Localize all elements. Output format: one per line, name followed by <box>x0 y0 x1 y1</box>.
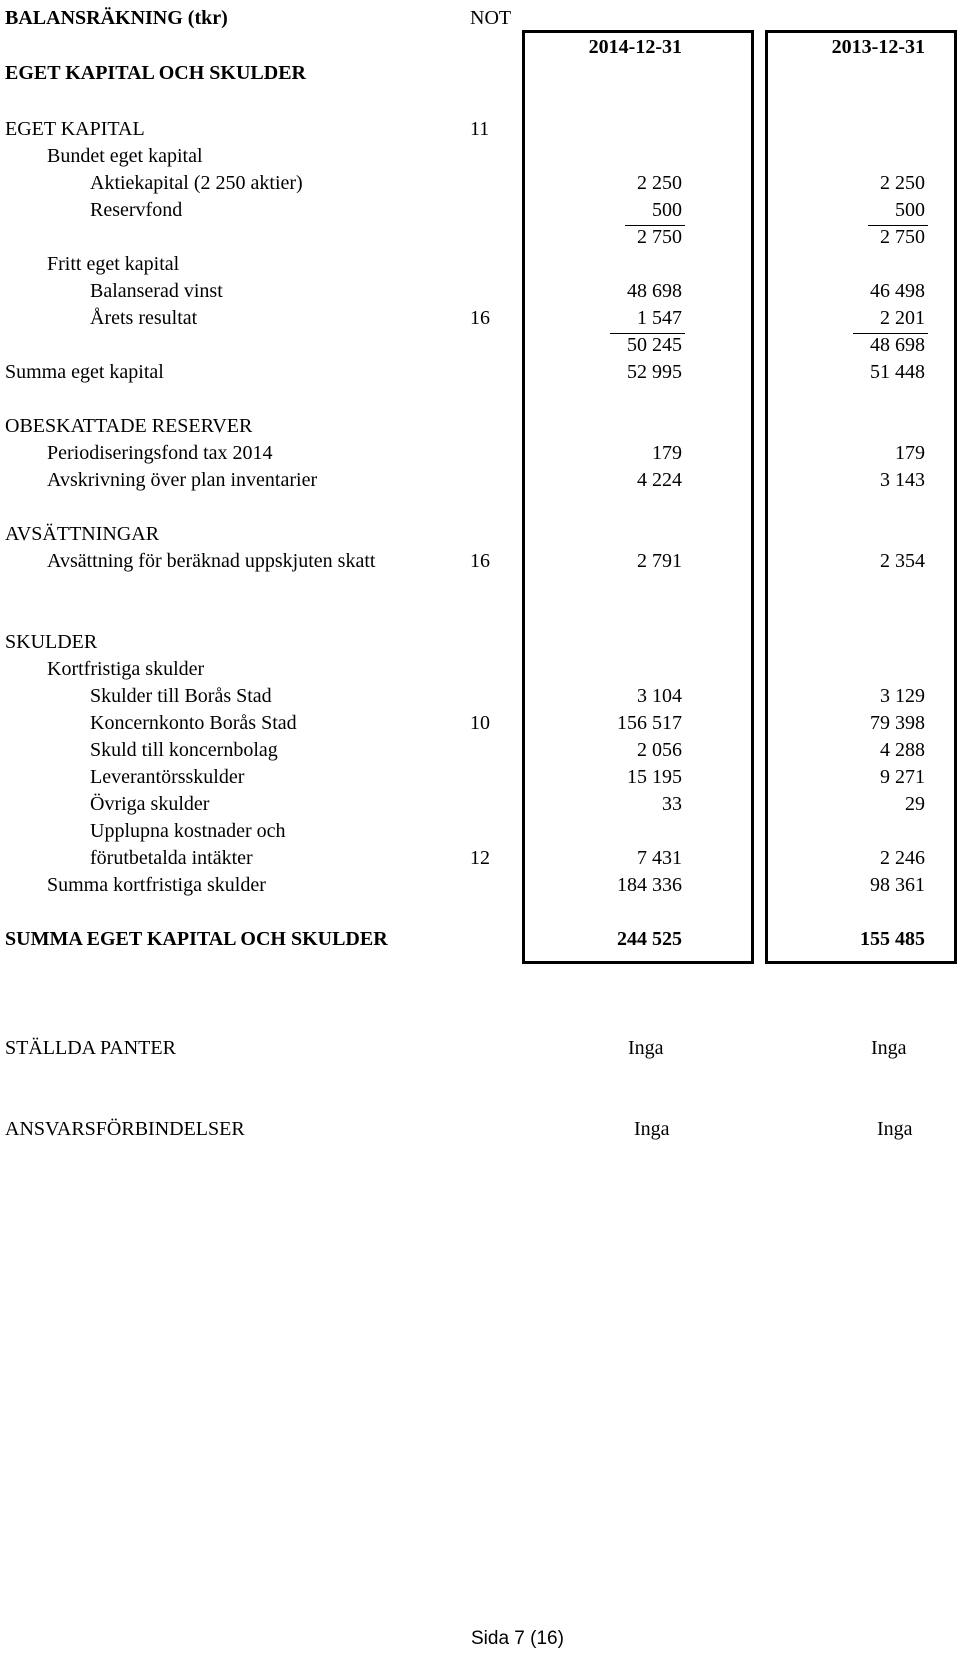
row-label: Årets resultat <box>90 307 198 329</box>
row-value-2014: 2 791 <box>637 550 682 572</box>
grand-total-2014: 244 525 <box>617 928 682 950</box>
subtotal-value-2013: 2 750 <box>880 226 925 248</box>
subtotal-value-2014: 2 750 <box>637 226 682 248</box>
row-value-2014: 2 250 <box>637 172 682 194</box>
grand-total-label: SUMMA EGET KAPITAL OCH SKULDER <box>5 928 388 950</box>
row-value-2014: 52 995 <box>627 361 682 383</box>
row-value-2014: 3 104 <box>637 685 682 707</box>
row-value-2014: 179 <box>652 442 682 464</box>
subtotal-value-2014: 50 245 <box>627 334 682 356</box>
contingent-value-2014: Inga <box>634 1118 670 1140</box>
row-label: Summa kortfristiga skulder <box>47 874 266 896</box>
row-label: Summa eget kapital <box>5 361 164 383</box>
row-label: Koncernkonto Borås Stad <box>90 712 297 734</box>
row-label: Avsättning för beräknad uppskjuten skatt <box>47 550 376 572</box>
row-value-2014: 7 431 <box>637 847 682 869</box>
row-value-2013: 4 288 <box>880 739 925 761</box>
row-label: Skuld till koncernbolag <box>90 739 278 761</box>
row-value-2014: 4 224 <box>637 469 682 491</box>
grand-total-2013: 155 485 <box>860 928 925 950</box>
row-label: Periodiseringsfond tax 2014 <box>47 442 273 464</box>
section-title: EGET KAPITAL OCH SKULDER <box>5 62 306 84</box>
row-value-2014: 184 336 <box>617 874 682 896</box>
pledges-value-2014: Inga <box>628 1037 664 1059</box>
row-note: 16 <box>470 307 490 329</box>
contingent-value-2013: Inga <box>877 1118 913 1140</box>
row-label: Skulder till Borås Stad <box>90 685 272 707</box>
pledges-value-2013: Inga <box>871 1037 907 1059</box>
row-value-2013: 3 129 <box>880 685 925 707</box>
row-note: 12 <box>470 847 490 869</box>
row-value-2013: 79 398 <box>870 712 925 734</box>
row-value-2014: 2 056 <box>637 739 682 761</box>
row-label: Kortfristiga skulder <box>47 658 205 680</box>
contingent-label: ANSVARSFÖRBINDELSER <box>5 1118 245 1140</box>
row-value-2013: 98 361 <box>870 874 925 896</box>
row-value-2013: 500 <box>895 199 925 221</box>
pledges-label: STÄLLDA PANTER <box>5 1037 176 1059</box>
row-label: Avskrivning över plan inventarier <box>47 469 318 491</box>
row-value-2013: 2 250 <box>880 172 925 194</box>
row-label: Fritt eget kapital <box>47 253 180 275</box>
row-value-2013: 3 143 <box>880 469 925 491</box>
column-header-2013: 2013-12-31 <box>831 36 925 58</box>
row-label: Reservfond <box>90 199 183 221</box>
row-value-2014: 156 517 <box>617 712 682 734</box>
subtotal-value-2013: 48 698 <box>870 334 925 356</box>
column-header-2014: 2014-12-31 <box>588 36 682 58</box>
page-number: Sida 7 (16) <box>471 1628 564 1649</box>
row-label: EGET KAPITAL <box>5 118 145 140</box>
row-value-2014: 15 195 <box>627 766 682 788</box>
row-label: Aktiekapital (2 250 aktier) <box>90 172 303 194</box>
row-value-2013: 179 <box>895 442 925 464</box>
row-value-2013: 46 498 <box>870 280 925 302</box>
row-value-2014: 1 547 <box>637 307 682 329</box>
row-value-2014: 500 <box>652 199 682 221</box>
row-value-2013: 51 448 <box>870 361 925 383</box>
row-value-2013: 2 354 <box>880 550 925 572</box>
row-label: AVSÄTTNINGAR <box>5 523 160 545</box>
row-note: 16 <box>470 550 490 572</box>
row-value-2014: 33 <box>662 793 682 815</box>
row-label: Leverantörsskulder <box>90 766 245 788</box>
row-value-2013: 2 201 <box>880 307 925 329</box>
note-column-header: NOT <box>470 7 512 29</box>
row-label: Upplupna kostnader och <box>90 820 286 842</box>
row-label: SKULDER <box>5 631 98 653</box>
row-value-2013: 2 246 <box>880 847 925 869</box>
row-label: OBESKATTADE RESERVER <box>5 415 253 437</box>
row-label: förutbetalda intäkter <box>90 847 253 869</box>
row-value-2013: 9 271 <box>880 766 925 788</box>
row-label: Balanserad vinst <box>90 280 223 302</box>
row-note: 11 <box>470 118 490 140</box>
row-value-2014: 48 698 <box>627 280 682 302</box>
row-note: 10 <box>470 712 490 734</box>
page-title: BALANSRÄKNING (tkr) <box>5 7 228 29</box>
row-label: Bundet eget kapital <box>47 145 203 167</box>
row-label: Övriga skulder <box>90 793 210 815</box>
row-value-2013: 29 <box>905 793 925 815</box>
